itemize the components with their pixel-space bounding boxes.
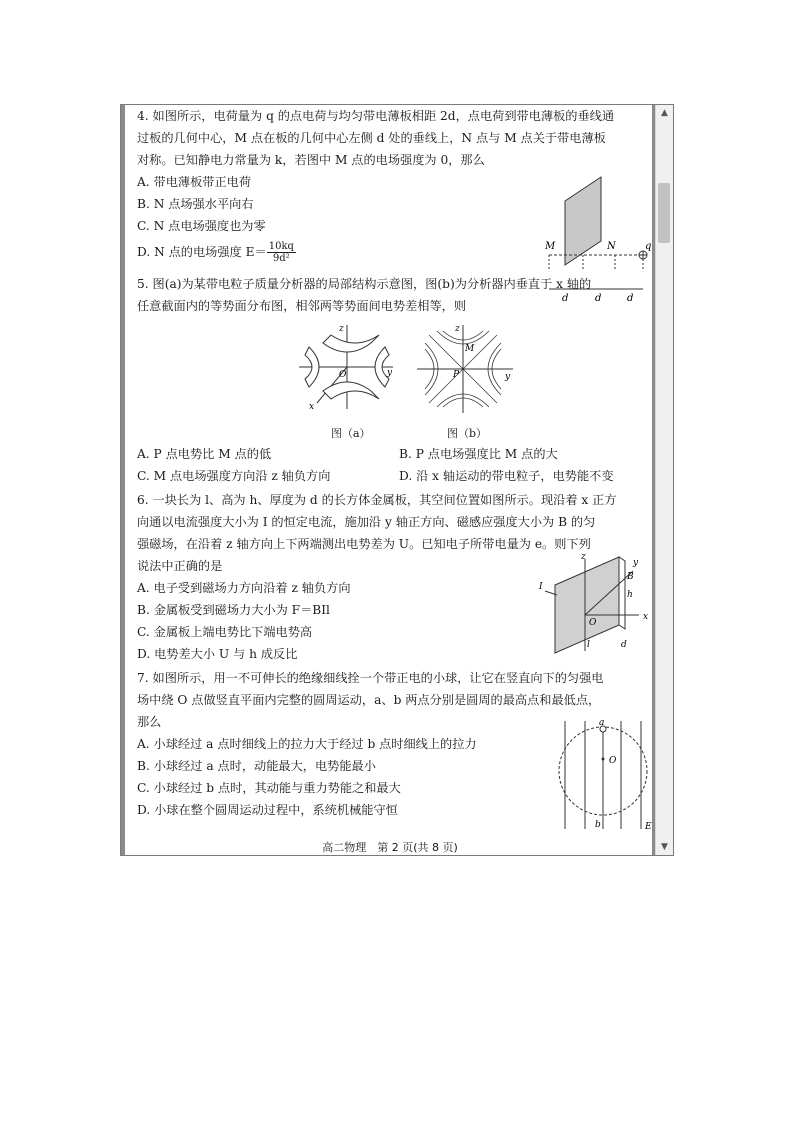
document-viewer — [120, 104, 674, 856]
q4-frac-denominator: 9d² — [272, 253, 290, 264]
q5-options — [137, 443, 614, 487]
q5-option-b: B. P 点电场强度比 M 点的大 — [399, 447, 558, 461]
q6-line-1: 6. 一块长为 l、高为 h、厚度为 d 的长方体金属板，其空间位置如图所示。现沿着 x 正方 — [137, 493, 617, 507]
question-4 — [137, 105, 614, 264]
q6-option-d: D. 电势差大小 U 与 h 成反比 — [137, 647, 298, 661]
a-label-y: y — [387, 368, 393, 378]
a-label-z: z — [339, 324, 344, 334]
q5-options-row-2 — [137, 465, 614, 487]
q7-label-o: O — [609, 756, 617, 766]
q6-label-x: x — [643, 612, 649, 622]
a-bottom-electrode — [323, 382, 379, 399]
scrollbar-thumb[interactable] — [658, 183, 670, 243]
q7-label-a: a — [599, 718, 605, 728]
metal-plate-front — [555, 557, 619, 653]
q5-option-d: D. 沿 x 轴运动的带电粒子，电势能不变 — [399, 469, 614, 483]
q5-line-2: 任意截面内的等势面分布图，相邻两等势面间电势差相等，则 — [137, 299, 467, 313]
q5-caption-a: 图（a） — [331, 427, 371, 440]
dim-label-1: d — [562, 293, 569, 303]
scroll-down-icon[interactable]: ▼ — [661, 842, 668, 852]
q6-label-i: I — [539, 582, 543, 592]
q6-option-c: C. 金属板上端电势比下端电势高 — [137, 625, 313, 639]
q4-option-b: B. N 点场强水平向右 — [137, 197, 254, 211]
question-5 — [137, 273, 591, 317]
q6-label-z: z — [581, 552, 586, 562]
q6-figure — [535, 551, 655, 665]
a-label-x: x — [309, 402, 315, 412]
q5-line-1: 5. 图(a)为某带电粒子质量分析器的局部结构示意图，图(b)为分析器内垂直于 x 轴的 — [137, 277, 592, 291]
q6-option-a: A. 电子受到磁场力方向沿着 z 轴负方向 — [137, 581, 351, 595]
center-point — [602, 758, 605, 761]
b-label-m: M — [465, 344, 475, 354]
q7-figure — [555, 717, 653, 831]
b-label-z: z — [455, 324, 460, 334]
q7-option-b: B. 小球经过 a 点时，动能最大，电势能最小 — [137, 759, 376, 773]
q7-line-2: 场中绕 O 点做竖直平面内完整的圆周运动，a、b 两点分别是圆周的最高点和最低点， — [137, 693, 601, 707]
a-label-o: O — [339, 370, 347, 380]
q5-caption-b: 图（b） — [447, 427, 488, 440]
q7-option-c: C. 小球经过 b 点时，其动能与重力势能之和最大 — [137, 781, 401, 795]
document-page — [125, 105, 655, 855]
q6-label-b: B — [627, 572, 634, 582]
scroll-up-icon[interactable]: ▲ — [661, 108, 668, 118]
metal-plate-side — [619, 557, 625, 629]
dim-label-2: d — [595, 293, 602, 303]
q7-option-a: A. 小球经过 a 点时细线上的拉力大于经过 b 点时细线上的拉力 — [137, 737, 477, 751]
vertical-scrollbar[interactable] — [655, 105, 673, 855]
q6-label-l: l — [587, 640, 590, 650]
q4-option-d-fraction — [267, 241, 296, 264]
charged-plate — [565, 177, 601, 265]
q5-option-a: A. P 点电势比 M 点的低 — [137, 447, 272, 461]
q6-label-y: y — [633, 558, 639, 568]
q6-label-d: d — [621, 640, 627, 650]
page-footer: 高二物理 第 2 页(共 8 页) — [322, 841, 458, 854]
q5-option-c: C. M 点电场强度方向沿 z 轴负方向 — [137, 469, 331, 483]
q6-option-b: B. 金属板受到磁场力大小为 F＝BIl — [137, 603, 330, 617]
q7-line-3: 那么 — [137, 715, 162, 729]
q6-label-o: O — [589, 618, 597, 628]
q4-line-2: 过板的几何中心，M 点在板的几何中心左侧 d 处的垂线上，N 点与 M 点关于带电薄板 — [137, 131, 606, 145]
q4-line-3: 对称。已知静电力常量为 k，若图中 M 点的电场强度为 0，那么 — [137, 153, 485, 167]
label-m: M — [545, 241, 556, 252]
b-label-y: y — [505, 372, 511, 382]
q6-line-3: 强磁场，在沿着 z 轴方向上下两端测出电势差为 U。已知电子所带电量为 e。则下列 — [137, 537, 591, 551]
q4-line-1: 4. 如图所示，电荷量为 q 的点电荷与均匀带电薄板相距 2d，点电荷到带电薄板的垂线通 — [137, 109, 615, 123]
q6-line-2: 向通以电流强度大小为 I 的恒定电流，施加沿 y 轴正方向、磁感应强度大小为 B 的匀 — [137, 515, 596, 529]
q7-option-d: D. 小球在整个圆周运动过程中，系统机械能守恒 — [137, 803, 398, 817]
label-q: q — [645, 241, 652, 252]
q5-figure-b — [415, 321, 515, 417]
label-n: N — [607, 241, 616, 252]
q4-option-a: A. 带电薄板带正电荷 — [137, 175, 252, 189]
q5-figure-a — [295, 321, 395, 417]
q7-label-b: b — [595, 820, 601, 830]
q4-option-d — [137, 241, 614, 264]
q7-label-e: E — [645, 822, 652, 831]
q7-line-1: 7. 如图所示，用一不可伸长的绝缘细线拴一个带正电的小球，让它在竖直向下的匀强电 — [137, 671, 604, 685]
question-7 — [137, 667, 603, 821]
q5-options-row-1 — [137, 443, 614, 465]
q6-line-4: 说法中正确的是 — [137, 559, 223, 573]
a-top-electrode — [323, 335, 379, 352]
q4-figure — [545, 161, 653, 271]
dim-label-3: d — [627, 293, 634, 303]
q4-option-c: C. N 点电场强度也为零 — [137, 219, 266, 233]
q4-frac-numerator: 10kq — [268, 241, 294, 252]
q6-label-h: h — [627, 590, 633, 600]
b-label-p: P — [453, 370, 460, 380]
q4-option-d-prefix: D. N 点的电场强度 E＝ — [137, 245, 267, 259]
